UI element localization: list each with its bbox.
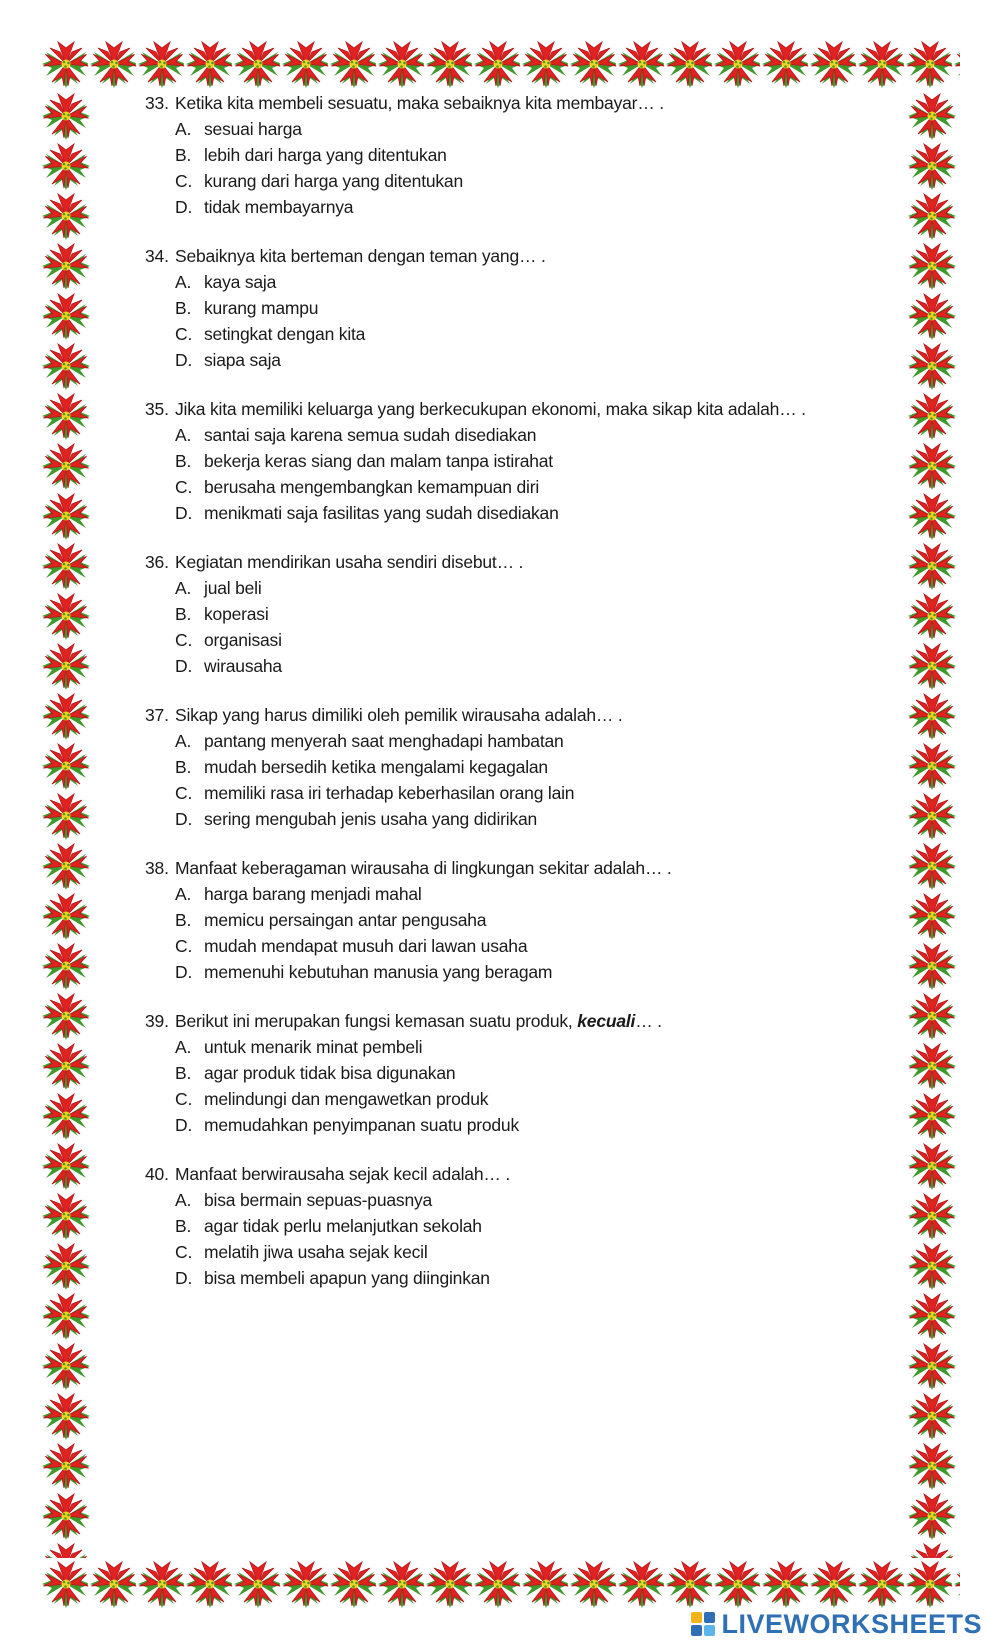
option-letter: A. (175, 578, 192, 598)
question-stem: Manfaat berwirausaha sejak kecil adalah… . (175, 1164, 510, 1184)
option-d[interactable] (145, 1112, 885, 1138)
option-text: pantang menyerah saat menghadapi hambatan (204, 731, 564, 751)
option-letter: D. (175, 1115, 193, 1135)
option-letter: B. (175, 910, 192, 930)
option-d[interactable] (145, 500, 885, 526)
option-letter: D. (175, 809, 193, 829)
option-letter: D. (175, 962, 193, 982)
option-letter: A. (175, 119, 192, 139)
option-text: melindungi dan mengawetkan produk (204, 1089, 489, 1109)
question-39 (145, 1008, 885, 1138)
option-c[interactable] (145, 474, 885, 500)
option-a[interactable] (145, 575, 885, 601)
option-b[interactable] (145, 754, 885, 780)
border-right (906, 90, 958, 1558)
option-letter: A. (175, 884, 192, 904)
option-text: untuk menarik minat pembeli (204, 1037, 423, 1057)
option-d[interactable] (145, 347, 885, 373)
option-letter: B. (175, 145, 192, 165)
option-b[interactable] (145, 1060, 885, 1086)
option-b[interactable] (145, 295, 885, 321)
question-text (145, 90, 885, 116)
question-number: 36. (145, 552, 169, 572)
option-text: koperasi (204, 604, 269, 624)
option-text: santai saja karena semua sudah disediakan (204, 425, 537, 445)
option-letter: B. (175, 451, 192, 471)
question-stem: Ketika kita membeli sesuatu, maka sebaiknya kita membayar… . (175, 93, 664, 113)
option-c[interactable] (145, 627, 885, 653)
option-letter: B. (175, 757, 192, 777)
poinsettia-icon (40, 90, 92, 1558)
option-letter: D. (175, 1268, 193, 1288)
option-letter: D. (175, 656, 193, 676)
option-letter: A. (175, 1190, 192, 1210)
question-stem: Sikap yang harus dimiliki oleh pemilik wirausaha adalah… . (175, 705, 623, 725)
question-stem: Manfaat keberagaman wirausaha di lingkungan sekitar adalah… . (175, 858, 672, 878)
option-letter: B. (175, 1216, 192, 1236)
option-b[interactable] (145, 142, 885, 168)
option-c[interactable] (145, 933, 885, 959)
option-text: melatih jiwa usaha sejak kecil (204, 1242, 428, 1262)
question-text (145, 1008, 885, 1034)
option-letter: C. (175, 171, 193, 191)
question-number: 35. (145, 399, 169, 419)
option-text: harga barang menjadi mahal (204, 884, 422, 904)
liveworksheets-logo-icon (691, 1612, 715, 1636)
option-letter: B. (175, 298, 192, 318)
option-text: lebih dari harga yang ditentukan (204, 145, 447, 165)
option-c[interactable] (145, 1239, 885, 1265)
option-letter: D. (175, 503, 193, 523)
option-text: bisa membeli apapun yang diinginkan (204, 1268, 490, 1288)
poinsettia-icon (40, 1558, 960, 1610)
question-stem-end: … . (635, 1011, 662, 1031)
border-bottom (40, 1558, 960, 1610)
question-number: 34. (145, 246, 169, 266)
option-d[interactable] (145, 1265, 885, 1291)
option-letter: A. (175, 425, 192, 445)
question-36 (145, 549, 885, 679)
option-text: mudah bersedih ketika mengalami kegagalan (204, 757, 548, 777)
question-number: 40. (145, 1164, 169, 1184)
question-text (145, 396, 885, 422)
option-c[interactable] (145, 168, 885, 194)
option-text: jual beli (204, 578, 262, 598)
question-stem: Kegiatan mendirikan usaha sendiri disebut… . (175, 552, 524, 572)
option-text: bisa bermain sepuas-puasnya (204, 1190, 433, 1210)
option-b[interactable] (145, 907, 885, 933)
question-40 (145, 1161, 885, 1291)
option-letter: A. (175, 272, 192, 292)
question-emphasis: kecuali (577, 1011, 636, 1031)
option-text: kurang dari harga yang ditentukan (204, 171, 464, 191)
option-text: memicu persaingan antar pengusaha (204, 910, 487, 930)
question-stem: Berikut ini merupakan fungsi kemasan suatu produk, (175, 1011, 578, 1031)
question-text (145, 549, 885, 575)
option-letter: C. (175, 324, 193, 344)
option-a[interactable] (145, 1187, 885, 1213)
option-letter: B. (175, 604, 192, 624)
poinsettia-icon (40, 38, 960, 90)
question-text (145, 702, 885, 728)
option-letter: C. (175, 630, 193, 650)
option-text: wirausaha (204, 656, 282, 676)
option-text: berusaha mengembangkan kemampuan diri (204, 477, 540, 497)
option-text: sering mengubah jenis usaha yang didirikan (204, 809, 538, 829)
option-text: mudah mendapat musuh dari lawan usaha (204, 936, 528, 956)
option-text: organisasi (204, 630, 282, 650)
option-text: kaya saja (204, 272, 277, 292)
option-d[interactable] (145, 959, 885, 985)
option-d[interactable] (145, 194, 885, 220)
option-c[interactable] (145, 780, 885, 806)
option-letter: A. (175, 731, 192, 751)
option-a[interactable] (145, 269, 885, 295)
question-34 (145, 243, 885, 373)
question-stem: Jika kita memiliki keluarga yang berkecukupan ekonomi, maka sikap kita adalah… . (175, 399, 806, 419)
option-a[interactable] (145, 116, 885, 142)
question-number: 39. (145, 1011, 169, 1031)
option-d[interactable] (145, 806, 885, 832)
option-text: tidak membayarnya (204, 197, 354, 217)
option-a[interactable] (145, 728, 885, 754)
question-text (145, 855, 885, 881)
question-text (145, 243, 885, 269)
border-left (40, 90, 92, 1558)
option-text: agar produk tidak bisa digunakan (204, 1063, 456, 1083)
option-letter: D. (175, 197, 193, 217)
option-a[interactable] (145, 1034, 885, 1060)
option-d[interactable] (145, 653, 885, 679)
option-text: memenuhi kebutuhan manusia yang beragam (204, 962, 553, 982)
option-a[interactable] (145, 881, 885, 907)
question-35 (145, 396, 885, 526)
question-38 (145, 855, 885, 985)
question-stem: Sebaiknya kita berteman dengan teman yang… . (175, 246, 546, 266)
option-letter: A. (175, 1037, 192, 1057)
option-letter: B. (175, 1063, 192, 1083)
poinsettia-icon (906, 90, 958, 1558)
option-b[interactable] (145, 601, 885, 627)
option-c[interactable] (145, 321, 885, 347)
option-text: sesuai harga (204, 119, 302, 139)
option-text: kurang mampu (204, 298, 319, 318)
question-number: 37. (145, 705, 169, 725)
option-text: memudahkan penyimpanan suatu produk (204, 1115, 520, 1135)
option-c[interactable] (145, 1086, 885, 1112)
option-b[interactable] (145, 448, 885, 474)
option-letter: C. (175, 477, 193, 497)
border-top (40, 38, 960, 90)
question-number: 38. (145, 858, 169, 878)
option-text: siapa saja (204, 350, 281, 370)
option-text: memiliki rasa iri terhadap keberhasilan orang lain (204, 783, 575, 803)
question-list (145, 90, 885, 1314)
option-a[interactable] (145, 422, 885, 448)
option-b[interactable] (145, 1213, 885, 1239)
question-33 (145, 90, 885, 220)
option-text: bekerja keras siang dan malam tanpa istirahat (204, 451, 553, 471)
question-37 (145, 702, 885, 832)
option-letter: C. (175, 1089, 193, 1109)
liveworksheets-watermark[interactable] (691, 1610, 982, 1638)
watermark-text: LIVEWORKSHEETS (721, 1608, 982, 1639)
option-text: menikmati saja fasilitas yang sudah disediakan (204, 503, 559, 523)
option-text: agar tidak perlu melanjutkan sekolah (204, 1216, 482, 1236)
option-letter: C. (175, 936, 193, 956)
option-text: setingkat dengan kita (204, 324, 366, 344)
question-number: 33. (145, 93, 169, 113)
question-text (145, 1161, 885, 1187)
option-letter: D. (175, 350, 193, 370)
option-letter: C. (175, 1242, 193, 1262)
option-letter: C. (175, 783, 193, 803)
